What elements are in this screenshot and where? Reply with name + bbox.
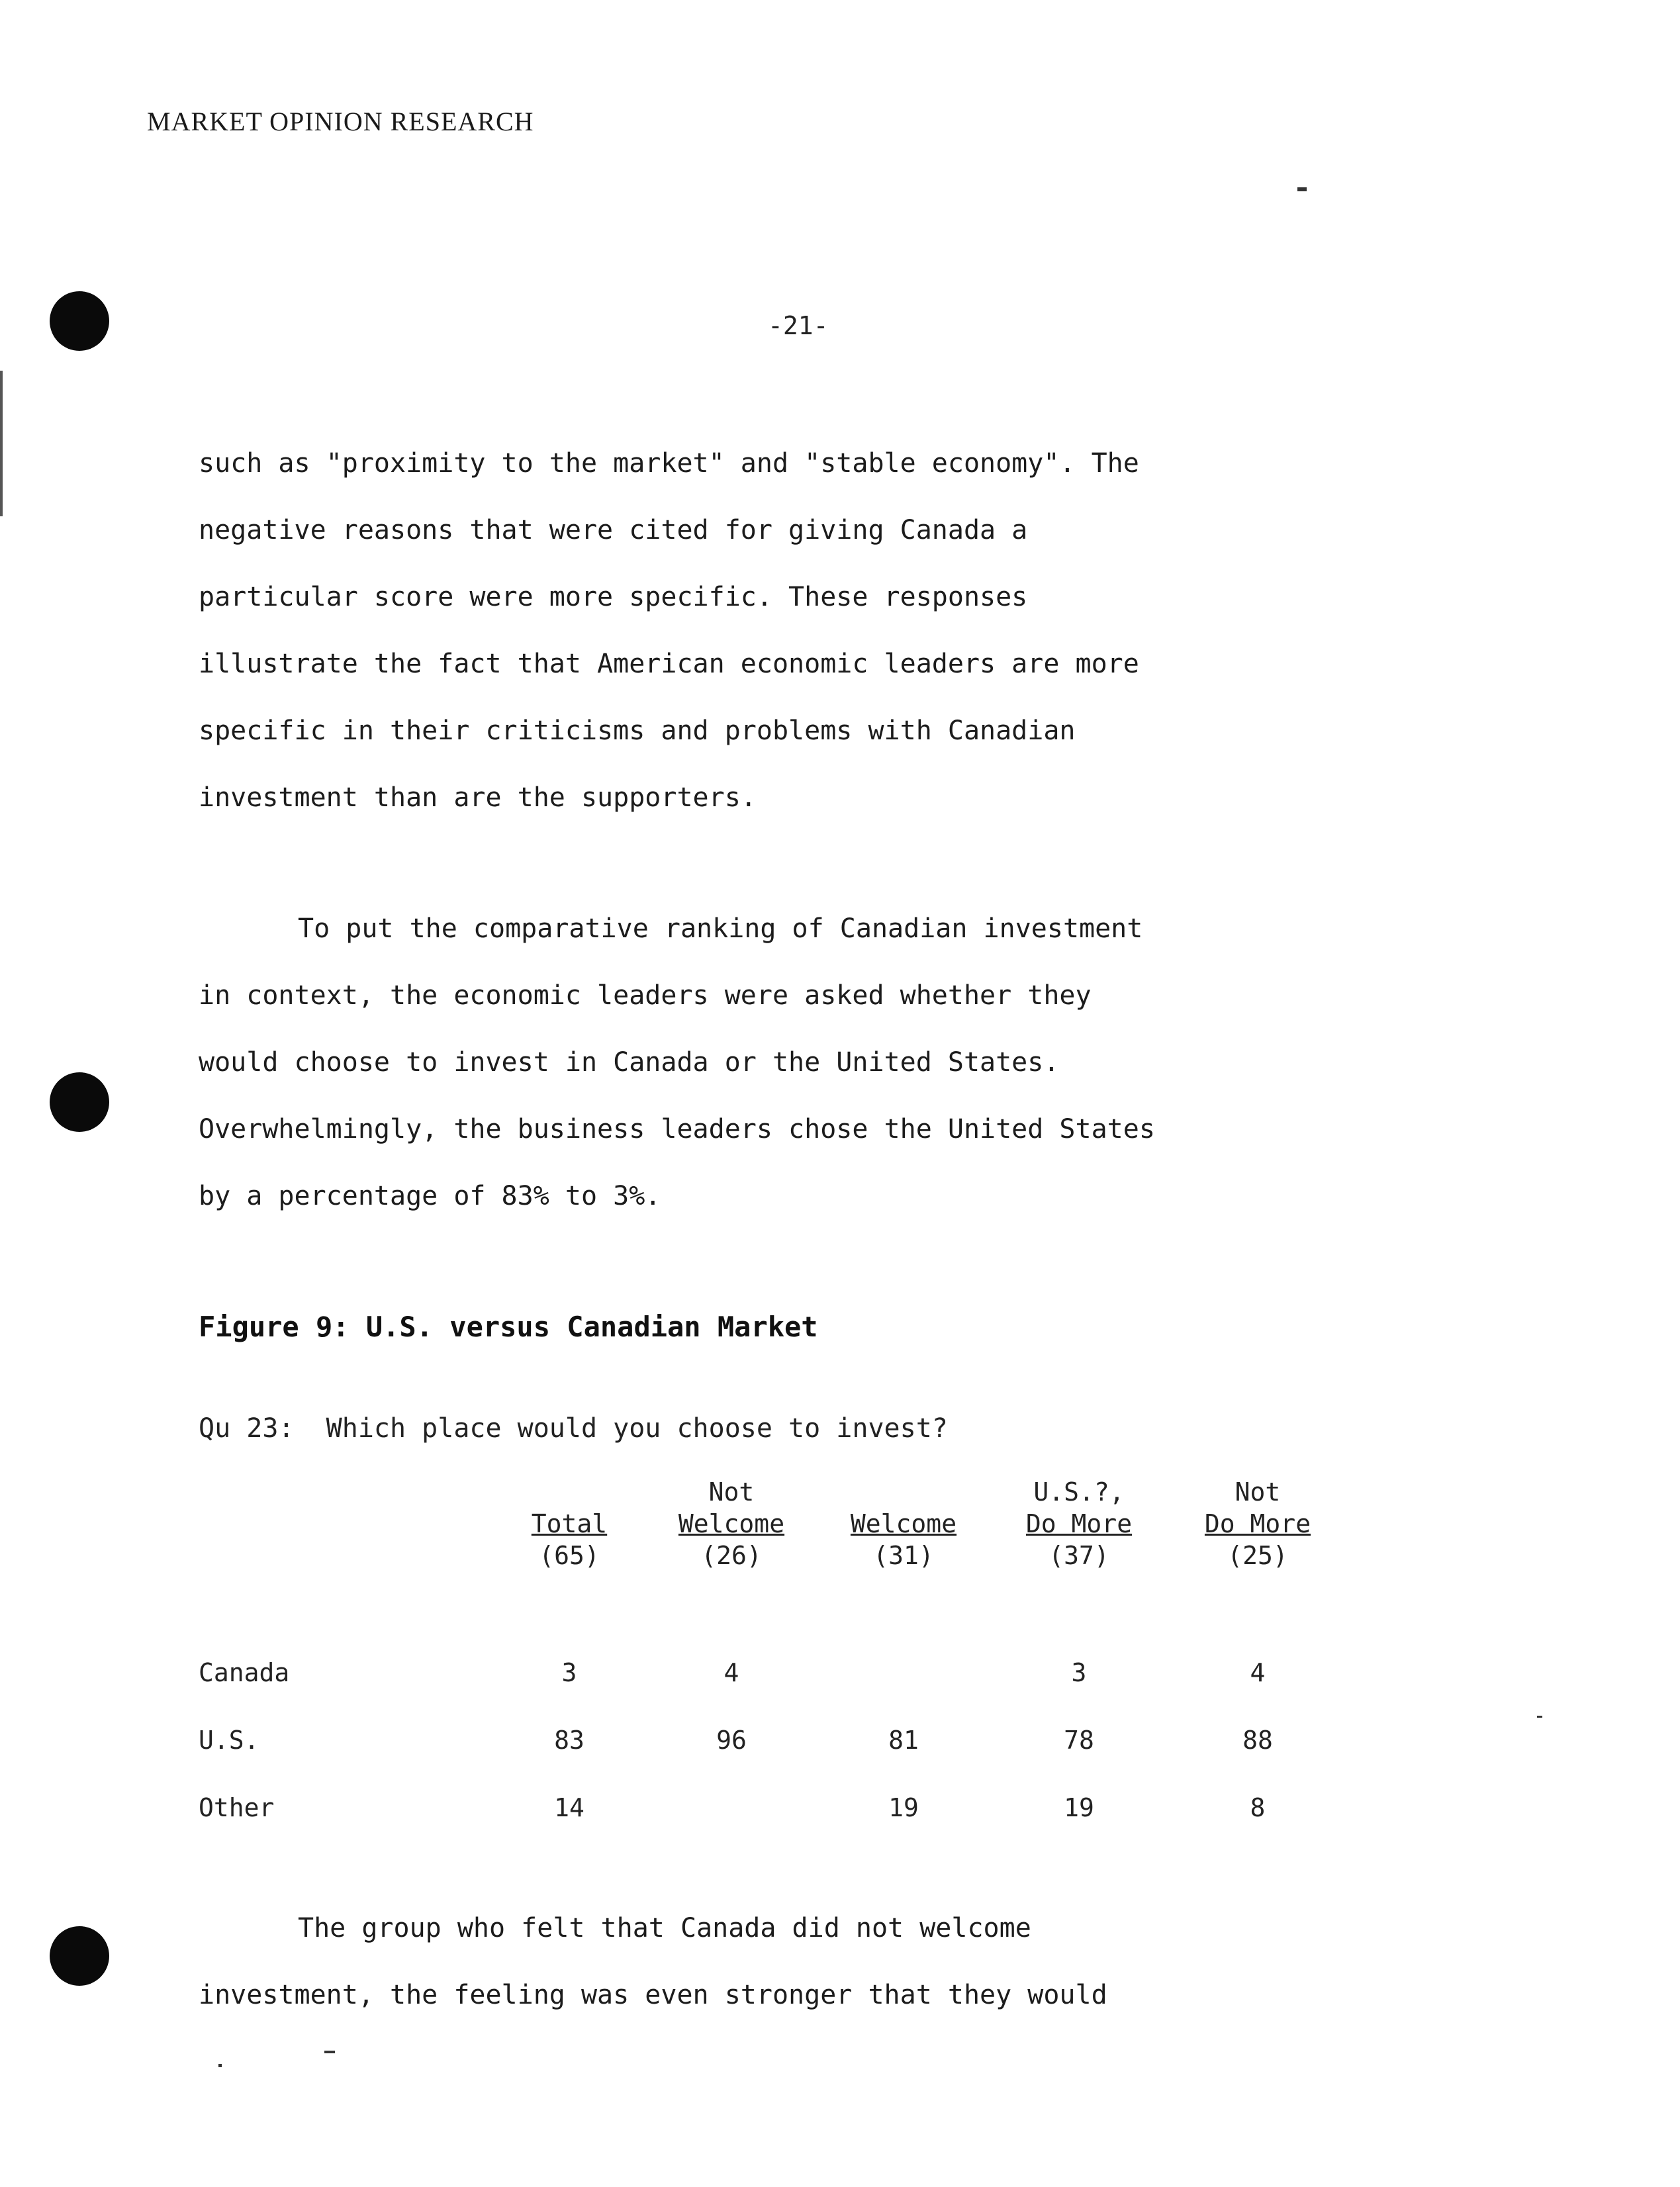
column-header-base: (26)	[701, 1541, 762, 1570]
punch-hole	[50, 1926, 109, 1986]
paragraph-line: investment than are the supporters.	[199, 782, 757, 813]
table-cell: 88	[1242, 1726, 1273, 1755]
document-header: MARKET OPINION RESEARCH	[147, 107, 534, 136]
row-label: U.S.	[199, 1726, 259, 1755]
table-cell: 96	[716, 1726, 747, 1755]
column-header-label: Welcome	[678, 1509, 785, 1538]
table-cell	[814, 1639, 993, 1706]
table-cell: 3	[561, 1658, 577, 1687]
page-number: -21-	[768, 311, 829, 340]
paragraph-line: Overwhelmingly, the business leaders chose the United States	[199, 1114, 1155, 1144]
column-header-label: Welcome	[850, 1509, 957, 1538]
paragraph-line: by a percentage of 83% to 3%.	[199, 1181, 661, 1211]
table-row	[199, 1639, 1350, 1706]
paragraph-line: The group who felt that Canada did not welcome	[298, 1913, 1031, 1943]
table-header-row	[199, 1476, 1350, 1571]
column-header-base: (37)	[1049, 1541, 1109, 1570]
table-cell: 4	[1250, 1658, 1266, 1687]
column-header-base: (25)	[1227, 1541, 1288, 1570]
column-header	[814, 1476, 993, 1571]
survey-question: Qu 23: Which place would you choose to invest?	[199, 1413, 948, 1444]
table-cell: 81	[888, 1726, 919, 1755]
column-header	[993, 1476, 1165, 1571]
table-cell: 4	[723, 1658, 739, 1687]
table-cell: 3	[1071, 1658, 1087, 1687]
table-cell: 83	[554, 1726, 584, 1755]
margin-mark	[0, 371, 3, 516]
scan-speck	[218, 2064, 222, 2067]
table-cell: 19	[1064, 1793, 1094, 1822]
table-cell	[649, 1774, 814, 1841]
paragraph-line: in context, the economic leaders were asked whether they	[199, 980, 1092, 1011]
table-cell: 78	[1064, 1726, 1094, 1755]
table-row	[199, 1706, 1350, 1774]
column-header	[649, 1476, 814, 1571]
column-header-label: Do More	[1025, 1509, 1133, 1538]
column-header-label: Do More	[1204, 1509, 1311, 1538]
paragraph-line: would choose to invest in Canada or the United States.	[199, 1047, 1060, 1078]
column-header-base: (65)	[539, 1541, 600, 1570]
scan-speck	[1537, 1716, 1542, 1718]
table-cell: 19	[888, 1793, 919, 1822]
column-header-top: Not	[1235, 1477, 1281, 1507]
scan-speck	[324, 2051, 335, 2053]
table-cell: 8	[1250, 1793, 1266, 1822]
paragraph-3	[199, 1895, 1430, 2029]
figure-title: Figure 9: U.S. versus Canadian Market	[199, 1311, 818, 1343]
paragraph-line: To put the comparative ranking of Canadian investment	[298, 913, 1143, 944]
column-header-top: U.S.?,	[1033, 1477, 1125, 1507]
paragraph-line: specific in their criticisms and problems with Canadian	[199, 716, 1076, 746]
survey-table	[199, 1476, 1350, 1841]
table-cell: 14	[554, 1793, 584, 1822]
table-spacer	[199, 1571, 1350, 1639]
paragraph-line: particular score were more specific. These responses	[199, 582, 1028, 612]
column-header	[490, 1476, 649, 1571]
scan-speck	[1297, 187, 1307, 191]
paragraph-line: investment, the feeling was even stronger that they would	[199, 1980, 1107, 2010]
column-header-label: Total	[531, 1509, 608, 1538]
paragraph-2	[199, 896, 1430, 1230]
punch-hole	[50, 291, 109, 351]
row-label: Canada	[199, 1658, 290, 1687]
row-label-header	[199, 1476, 490, 1571]
column-header	[1165, 1476, 1350, 1571]
punch-hole	[50, 1072, 109, 1132]
paragraph-line: such as "proximity to the market" and "stable economy". The	[199, 448, 1139, 479]
paragraph-line: negative reasons that were cited for giving Canada a	[199, 515, 1028, 545]
table-row	[199, 1774, 1350, 1841]
column-header-base: (31)	[873, 1541, 934, 1570]
paragraph-1	[199, 430, 1430, 831]
paragraph-line: illustrate the fact that American economic leaders are more	[199, 649, 1139, 679]
column-header-top	[490, 1476, 649, 1508]
row-label: Other	[199, 1793, 275, 1822]
column-header-top	[814, 1476, 993, 1508]
column-header-top: Not	[708, 1477, 755, 1507]
